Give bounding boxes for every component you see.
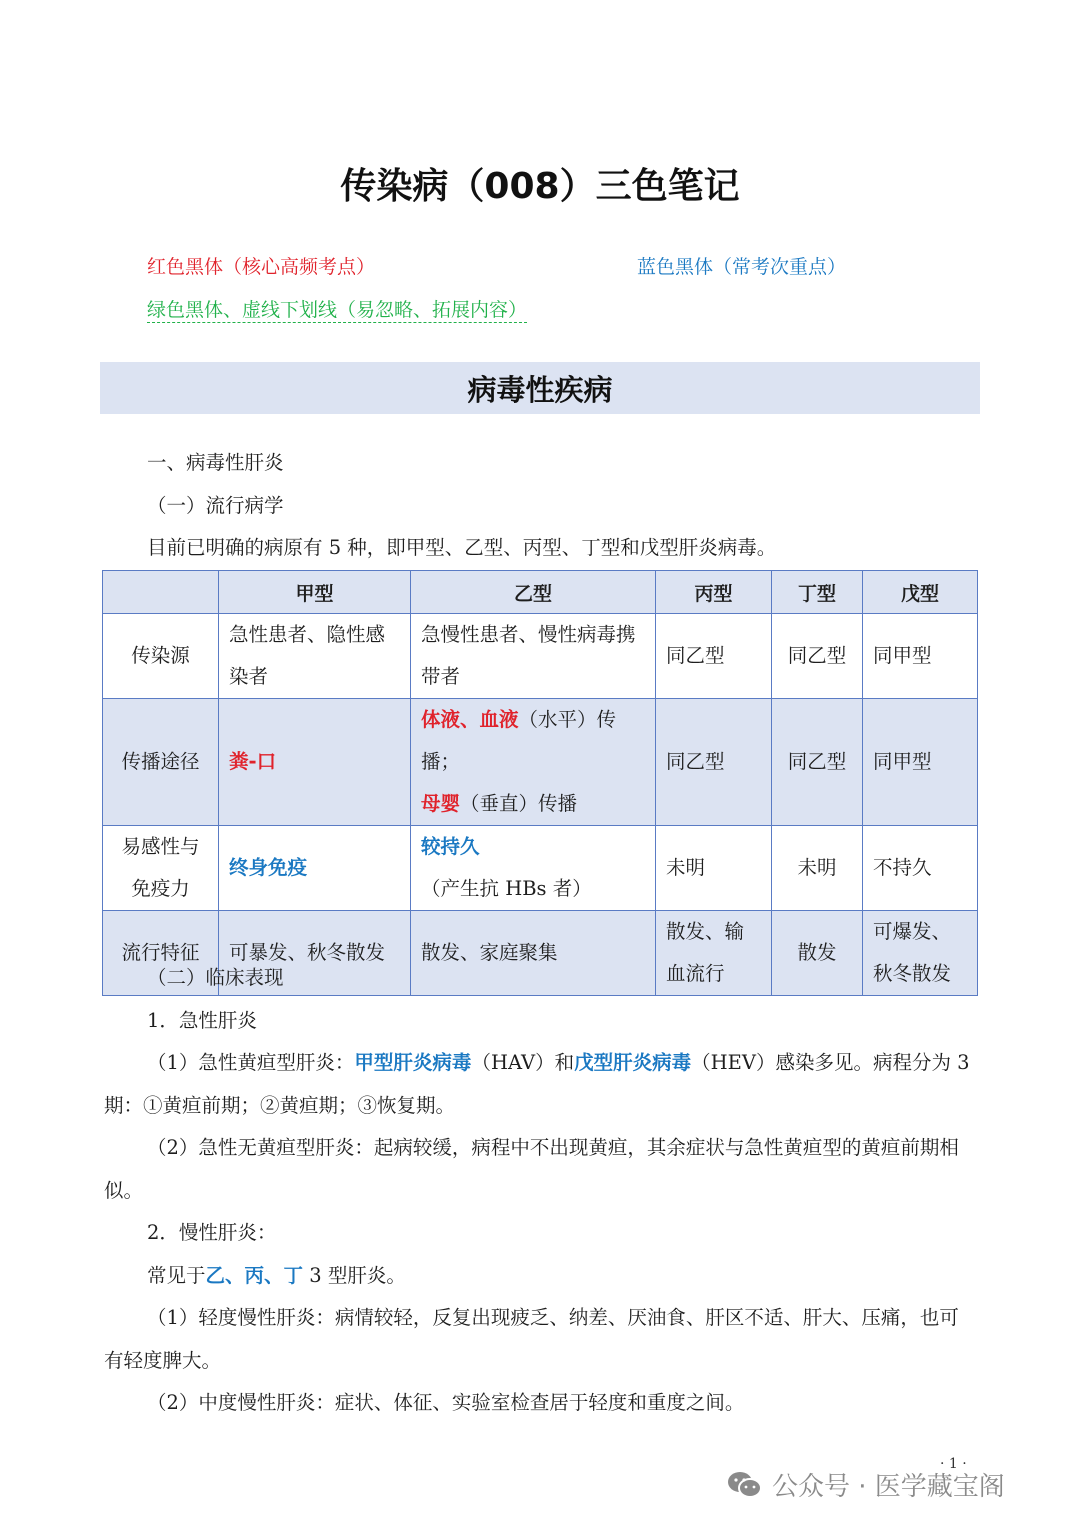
para-text: 3 型肝炎。 xyxy=(303,1263,406,1287)
table-header: 甲型 xyxy=(219,571,411,614)
watermark xyxy=(726,1466,1005,1503)
table-header: 丁型 xyxy=(772,571,863,614)
table-cell: 可爆发、秋冬散发 xyxy=(863,911,978,996)
section-heading: 一、病毒性肝炎 xyxy=(147,451,284,474)
highlight-text: 母婴 xyxy=(421,792,461,815)
table-row xyxy=(103,699,978,826)
paragraph xyxy=(104,1042,978,1127)
cell-text: （产生抗 HBs 者） xyxy=(421,877,592,900)
row-label: 易感性与免疫力 xyxy=(103,826,219,911)
table-header: 丙型 xyxy=(656,571,772,614)
watermark-text: 公众号 · 医学藏宝阁 xyxy=(772,1472,1005,1502)
hepatitis-table xyxy=(102,570,978,996)
highlight-text: 终身免疫 xyxy=(229,856,308,879)
clinical-block xyxy=(104,957,978,1425)
cell-text: （水平）传播； xyxy=(421,708,617,773)
table-cell xyxy=(411,826,656,911)
intro-block xyxy=(147,442,967,570)
table-row xyxy=(103,614,978,699)
para-text: （HAV）和 xyxy=(471,1051,575,1074)
table-cell xyxy=(219,826,411,911)
para-text: （1）急性黄疸型肝炎： xyxy=(147,1051,355,1074)
table-cell: 不持久 xyxy=(863,826,978,911)
table-cell: 散发 xyxy=(772,911,863,996)
highlight-text: 较持久 xyxy=(421,835,480,858)
table-cell: 散发、家庭聚集 xyxy=(411,911,656,996)
item-heading: 2．慢性肝炎： xyxy=(147,1221,277,1244)
subsection-heading: （二）临床表现 xyxy=(147,966,284,989)
subsection-heading: （一）流行病学 xyxy=(147,493,284,517)
item-heading: 1．急性肝炎 xyxy=(147,1008,257,1032)
table-cell: 同乙型 xyxy=(656,614,772,699)
table-header-row xyxy=(103,571,978,614)
table-cell: 急性患者、隐性感染者 xyxy=(219,614,411,699)
table-cell xyxy=(411,699,656,826)
highlight-text: 粪-口 xyxy=(229,750,277,773)
table-cell: 散发、输血流行 xyxy=(656,911,772,996)
row-label: 传播途径 xyxy=(103,699,219,826)
highlight-text: 甲型肝炎病毒 xyxy=(354,1051,472,1074)
highlight-text: 体液、血液 xyxy=(421,708,519,731)
table-cell: 同甲型 xyxy=(863,614,978,699)
table-header: 乙型 xyxy=(411,571,656,614)
legend-blue: 蓝色黑体（常考次重点） xyxy=(637,256,847,278)
row-label: 流行特征 xyxy=(103,911,219,996)
table-row xyxy=(103,826,978,911)
intro-text: 目前已明确的病原有 5 种，即甲型、乙型、丙型、丁型和戊型肝炎病毒。 xyxy=(147,536,777,559)
table-cell xyxy=(219,699,411,826)
table-header: 戊型 xyxy=(863,571,978,614)
highlight-text: 乙、丙、丁 xyxy=(205,1263,304,1287)
table-cell: 同乙型 xyxy=(772,614,863,699)
para-text: 常见于 xyxy=(147,1263,206,1287)
table-cell: 同甲型 xyxy=(863,699,978,826)
table-header xyxy=(103,571,219,614)
wechat-icon xyxy=(726,1469,764,1501)
legend-red: 红色黑体（核心高频考点） xyxy=(147,256,376,278)
table-cell: 未明 xyxy=(772,826,863,911)
legend-green: 绿色黑体、虚线下划线（易忽略、拓展内容） xyxy=(147,299,528,321)
table-cell: 同乙型 xyxy=(656,699,772,826)
paragraph: （1）轻度慢性肝炎：病情较轻，反复出现疲乏、纳差、厌油食、肝区不适、肝大、压痛，也可有轻度脾大。 xyxy=(104,1306,959,1372)
page-title: 传染病（008）三色笔记 xyxy=(340,166,740,207)
table-cell: 同乙型 xyxy=(772,699,863,826)
section-banner: 病毒性疾病 xyxy=(100,362,980,414)
highlight-text: 戊型肝炎病毒 xyxy=(574,1051,692,1074)
para-text: （HEV）感染多见。病程分为 3 期：①黄疸前期；②黄疸期；③恢复期。 xyxy=(104,1051,970,1117)
table-cell: 未明 xyxy=(656,826,772,911)
paragraph xyxy=(104,1255,978,1298)
row-label: 传染源 xyxy=(103,614,219,699)
paragraph: （2）中度慢性肝炎：症状、体征、实验室检查居于轻度和重度之间。 xyxy=(147,1391,745,1414)
cell-text: （垂直）传播 xyxy=(460,792,578,815)
page-number: · 1 · xyxy=(940,1456,967,1472)
paragraph: （2）急性无黄疸型肝炎：起病较缓，病程中不出现黄疸，其余症状与急性黄疸型的黄疸前期相似。 xyxy=(104,1136,959,1202)
table-cell: 急慢性患者、慢性病毒携带者 xyxy=(411,614,656,699)
table-cell: 可暴发、秋冬散发 xyxy=(219,911,411,996)
